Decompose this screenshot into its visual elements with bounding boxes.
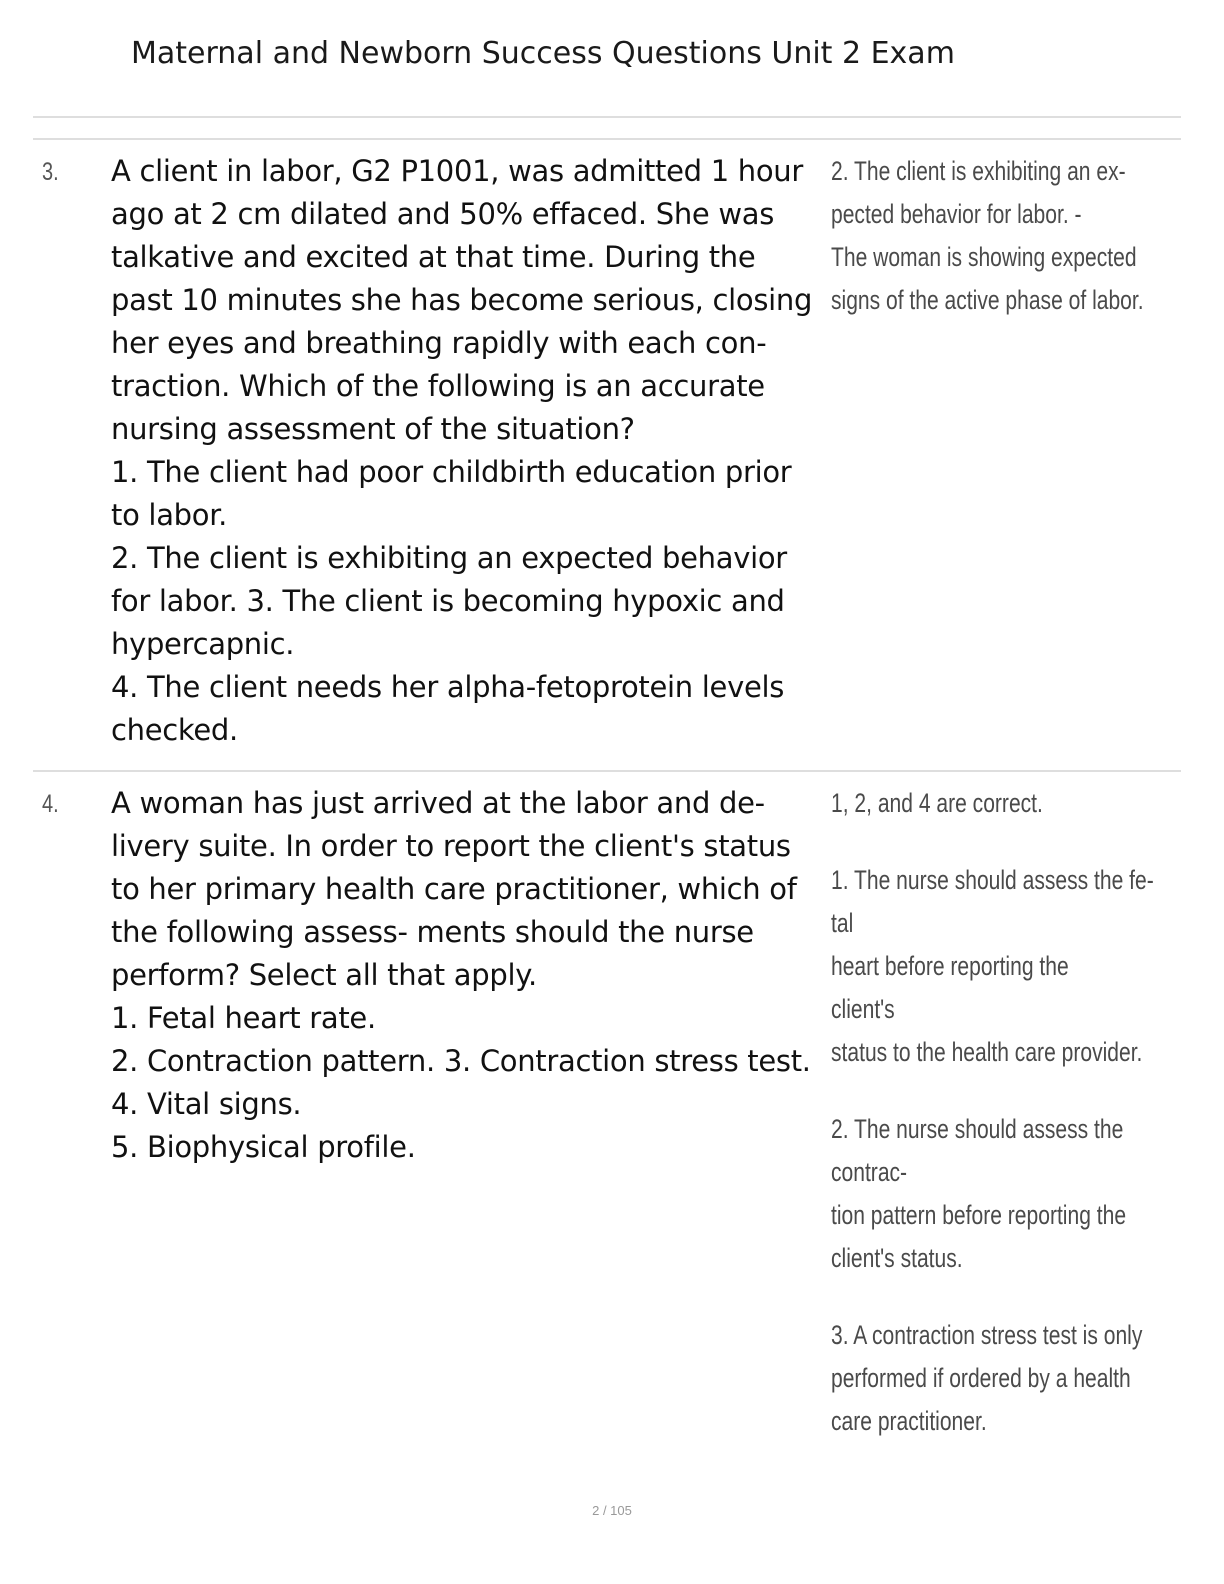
page-number: 2 / 105: [592, 1503, 632, 1518]
answer-text: [831, 150, 1159, 322]
option-line: 2. The client is exhibiting an expected behavior: [111, 541, 787, 575]
header-divider-secondary: [33, 138, 1181, 140]
answer-line: care practitioner.: [831, 1406, 987, 1436]
answer-line: 2. The client is exhibiting an ex-: [831, 156, 1126, 186]
answer-spacer: [831, 1280, 1159, 1314]
answer-line: tion pattern before reporting the: [831, 1200, 1127, 1230]
answer-line: client's: [831, 994, 895, 1024]
question-line: past 10 minutes she has become serious, closing: [111, 283, 813, 317]
option-line: hypercapnic.: [111, 627, 295, 661]
option-line: to labor.: [111, 498, 228, 532]
question-line: perform? Select all that apply.: [111, 958, 537, 992]
answer-line: signs of the active phase of labor.: [831, 285, 1144, 315]
answer-spacer: [831, 825, 1159, 859]
option-line: for labor. 3. The client is becoming hypoxic and: [111, 584, 785, 618]
answer-line: contrac-: [831, 1157, 908, 1187]
question-number: 3.: [42, 158, 59, 186]
question-line: to her primary health care practitioner, which of: [111, 872, 797, 906]
answer-line: status to the health care provider.: [831, 1037, 1143, 1067]
question-line: ago at 2 cm dilated and 50% effaced. She was: [111, 197, 775, 231]
option-line: 1. Fetal heart rate.: [111, 1001, 376, 1035]
answer-line: performed if ordered by a health: [831, 1363, 1131, 1393]
question-line: traction. Which of the following is an accurate: [111, 369, 765, 403]
answer-spacer: [831, 1074, 1159, 1108]
question-line: livery suite. In order to report the client's status: [111, 829, 791, 863]
question-line: nursing assessment of the situation?: [111, 412, 635, 446]
answer-line: heart before reporting the: [831, 951, 1069, 981]
option-line: 5. Biophysical profile.: [111, 1130, 416, 1164]
answer-line: 1, 2, and 4 are correct.: [831, 788, 1043, 818]
question-line: A client in labor, G2 P1001, was admitted 1 hour: [111, 154, 803, 188]
option-line: 1. The client had poor childbirth education prior: [111, 455, 792, 489]
option-line: checked.: [111, 713, 238, 747]
question-text: [111, 782, 831, 1169]
answer-text: [831, 782, 1159, 1443]
header-divider: [33, 116, 1181, 118]
page-title: Maternal and Newborn Success Questions Unit 2 Exam: [131, 36, 955, 71]
option-line: 4. Vital signs.: [111, 1087, 302, 1121]
answer-line: The woman is showing expected: [831, 242, 1137, 272]
answer-line: pected behavior for labor. -: [831, 199, 1082, 229]
question-text: [111, 150, 831, 752]
answer-line: 1. The nurse should assess the fe-: [831, 865, 1154, 895]
answer-line: client's status.: [831, 1243, 963, 1273]
option-line: 4. The client needs her alpha-fetoprotein levels: [111, 670, 785, 704]
question-divider: [33, 770, 1181, 772]
question-line: the following assess- ments should the nurse: [111, 915, 754, 949]
answer-line: tal: [831, 908, 854, 938]
answer-line: 3. A contraction stress test is only: [831, 1320, 1143, 1350]
question-line: talkative and excited at that time. During the: [111, 240, 756, 274]
question-number: 4.: [42, 790, 59, 818]
question-line: A woman has just arrived at the labor and de-: [111, 786, 765, 820]
question-line: her eyes and breathing rapidly with each con-: [111, 326, 767, 360]
answer-line: 2. The nurse should assess the: [831, 1114, 1124, 1144]
option-line: 2. Contraction pattern. 3. Contraction stress test.: [111, 1044, 811, 1078]
